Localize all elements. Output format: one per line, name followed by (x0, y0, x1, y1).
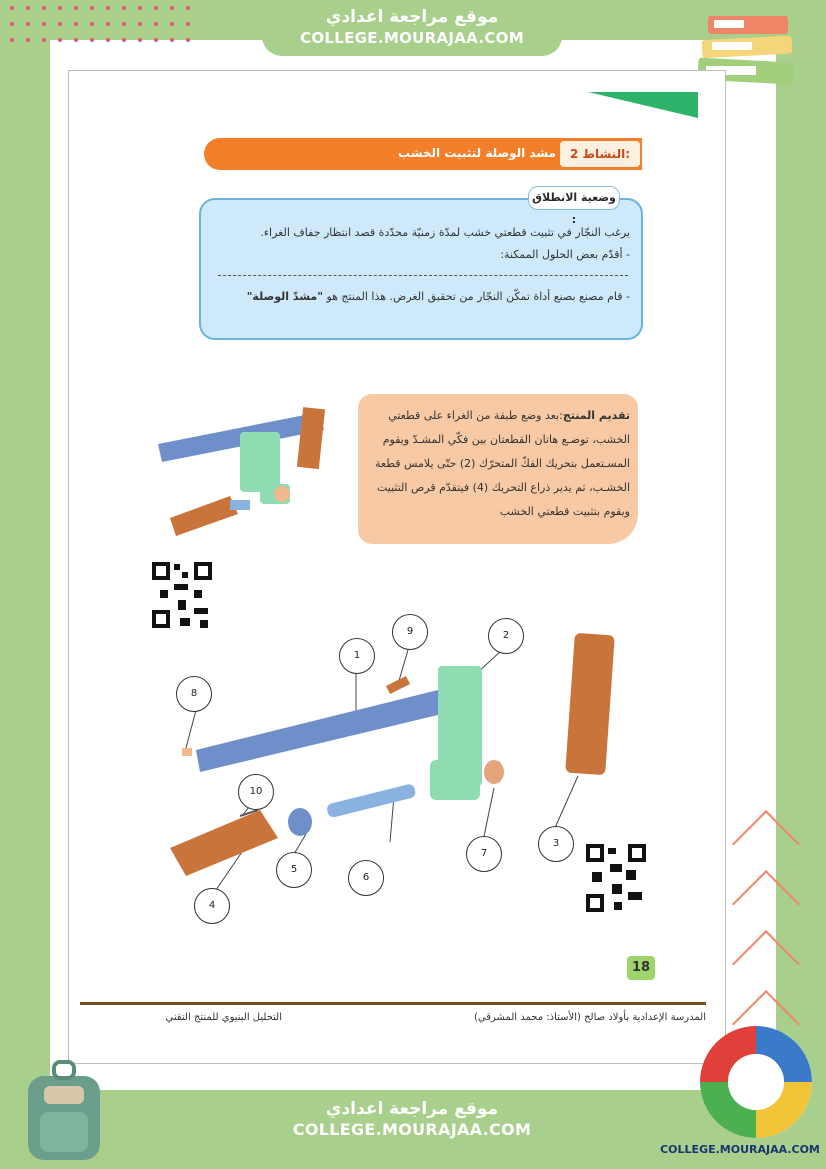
decorative-dot (90, 38, 94, 42)
decorative-dot (58, 38, 62, 42)
backpack-icon (14, 1056, 114, 1164)
part-label-2: 2 (488, 618, 524, 654)
decorative-dot (90, 22, 94, 26)
situation-text-3 (214, 290, 630, 303)
decorative-dot (170, 22, 174, 26)
footer-right-text: المدرسة الإعدادية بأولاد صالح (الأستاذ: محمد المشرقي) (474, 1012, 706, 1023)
decorative-dot (122, 38, 126, 42)
site-name-arabic: موقع مراجعة اعدادي (325, 7, 499, 27)
decorative-dot (154, 22, 158, 26)
header-watermark (262, 6, 562, 56)
corner-site-url: COLLEGE.MOURAJAA.COM (660, 1143, 820, 1156)
decorative-dot (10, 22, 14, 26)
part-label-1: 1 (339, 638, 375, 674)
situation-text-3-prefix: - قام مصنع بصنع أداة تمكّن النجّار من تحقيق الغرض. هذا المنتج هو (322, 290, 630, 303)
site-url: COLLEGE.MOURAJAA.COM (300, 29, 524, 47)
decorative-dot (170, 6, 174, 10)
part-label-5: 5 (276, 852, 312, 888)
decorative-dot (138, 22, 142, 26)
answer-line (218, 275, 628, 276)
decorative-dot (170, 38, 174, 42)
decorative-dot (186, 22, 190, 26)
decorative-dot (122, 6, 126, 10)
decorative-dot (186, 6, 190, 10)
decorative-dot (26, 6, 30, 10)
decorative-dot (26, 38, 30, 42)
part-label-8: 8 (176, 676, 212, 712)
decorative-dot (106, 6, 110, 10)
decorative-dot (138, 38, 142, 42)
decorative-dot (42, 22, 46, 26)
decorative-dot (74, 38, 78, 42)
situation-text-1: يرغب النجّار في تثبيت قطعتي خشب لمدّة زمنيّة محدّدة قصد انتظار جفاف الغراء. (260, 226, 630, 239)
exploded-view (160, 610, 620, 930)
site-url-bottom: COLLEGE.MOURAJAA.COM (292, 1120, 532, 1139)
situation-label: وضعية الانطلاق : (528, 186, 620, 210)
part-label-10: 10 (238, 774, 274, 810)
decorative-dot (106, 22, 110, 26)
site-logo-icon (694, 1020, 818, 1144)
situation-text-2: - أقدّم بعض الحلول الممكنة: (500, 248, 630, 261)
decorative-dot (138, 6, 142, 10)
product-intro-body: :بعد وضع طبقة من الغراء على قطعتي الخشب، توضـع هاتان القطعتان بين فكّي المشـدّ ويقوم المسـتعمل بتحريك الفكّ المتحرّك (2) حتّى يلامس قطعة الخشـب، ثم يدير ذراع التحريك (4) فيتقدّم قرص التثبيت ويقوم بتثبيت قطعتي الخشب (375, 409, 630, 518)
part-label-7: 7 (466, 836, 502, 872)
activity-title: مشد الوصلة لتثبيت الخشب (397, 146, 556, 160)
part-label-4: 4 (194, 888, 230, 924)
decorative-dot (154, 38, 158, 42)
part-label-6: 6 (348, 860, 384, 896)
decorative-dot (58, 6, 62, 10)
part-label-9: 9 (392, 614, 428, 650)
product-intro-text (368, 404, 630, 524)
decorative-dot (74, 6, 78, 10)
situation-box (199, 198, 643, 340)
site-name-arabic-bottom: موقع مراجعة اعدادي (325, 1099, 499, 1119)
decorative-dot (90, 6, 94, 10)
activity-label: النشاط 2: (560, 141, 640, 167)
decorative-dot (42, 6, 46, 10)
product-name: "مشدّ الوصلة" (246, 290, 323, 303)
footer-left-text: التحليل البنيوي للمنتج التقني (165, 1012, 282, 1023)
decorative-dot (186, 38, 190, 42)
decorative-dot (154, 6, 158, 10)
decorative-dot (42, 38, 46, 42)
footer-divider (80, 1002, 706, 1005)
page-number: 18 (627, 956, 655, 980)
decorative-dot (10, 38, 14, 42)
decorative-dot (58, 22, 62, 26)
decorative-dot (122, 22, 126, 26)
decorative-dot (26, 22, 30, 26)
product-intro-heading: تقديم المنتج (562, 409, 630, 422)
decorative-dot (74, 22, 78, 26)
decorative-dot (10, 6, 14, 10)
decorative-dot (106, 38, 110, 42)
assembled-clamp-image (150, 400, 350, 550)
decorative-dots (0, 0, 200, 52)
footer-watermark (262, 1092, 562, 1158)
part-label-3: 3 (538, 826, 574, 862)
